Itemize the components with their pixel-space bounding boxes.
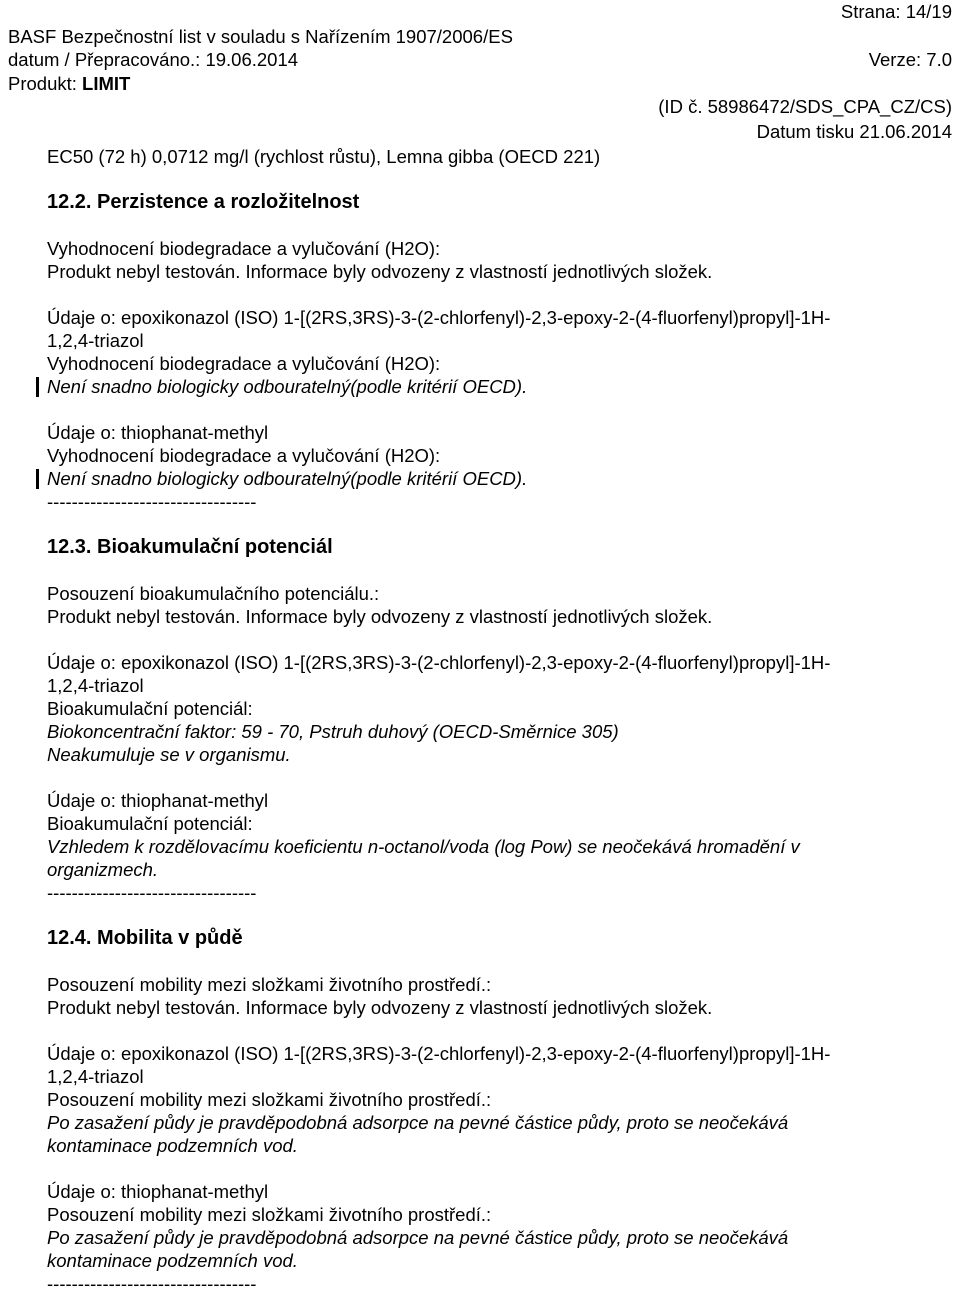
component-label: Posouzení mobility mezi složkami životního prostředí.:	[47, 1204, 492, 1225]
component-value: kontaminace podzemních vod.	[47, 1135, 298, 1156]
component-title: Údaje o: epoxikonazol (ISO) 1-[(2RS,3RS)-3-(2-chlorfenyl)-2,3-epoxy-2-(4-fluorfenyl)propyl]-1H-	[47, 652, 831, 673]
component-label: Posouzení mobility mezi složkami životního prostředí.:	[47, 1089, 492, 1110]
component-label: Bioakumulační potenciál:	[47, 813, 253, 834]
component-label: Bioakumulační potenciál:	[47, 698, 253, 719]
document-title: BASF Bezpečnostní list v souladu s Nařízením 1907/2006/ES	[8, 26, 513, 47]
section-12-4-heading	[47, 927, 920, 950]
product-label: Produkt:	[8, 73, 83, 94]
section-title: Perzistence a rozložitelnost	[91, 191, 360, 213]
component-label: Vyhodnocení biodegradace a vylučování (H2O):	[47, 353, 441, 374]
component-title: Údaje o: thiophanat-methyl	[47, 1181, 269, 1202]
component-value: Biokoncentrační faktor: 59 - 70, Pstruh duhový (OECD-Směrnice 305)	[47, 721, 619, 742]
ec50-line: EC50 (72 h) 0,0712 mg/l (rychlost růstu), Lemna gibba (OECD 221)	[47, 146, 601, 167]
component-value: Vzhledem k rozdělovacímu koeficientu n-octanol/voda (log Pow) se neočekává hromadění v	[47, 836, 800, 857]
assess-value: Produkt nebyl testován. Informace byly odvozeny z vlastností jednotlivých složek.	[47, 261, 713, 282]
component-value: Po zasažení půdy je pravděpodobná adsorpce na pevné částice půdy, proto se neočekává	[47, 1227, 789, 1248]
component-title: Údaje o: epoxikonazol (ISO) 1-[(2RS,3RS)-3-(2-chlorfenyl)-2,3-epoxy-2-(4-fluorfenyl)propyl]-1H-	[47, 307, 831, 328]
component-value: organizmech.	[47, 859, 159, 880]
version: Verze: 7.0	[868, 49, 952, 70]
page-number: Strana: 14/19	[840, 1, 952, 22]
section-number: 12.4.	[47, 927, 92, 949]
section-12-2-heading	[47, 191, 920, 214]
assess-label: Vyhodnocení biodegradace a vylučování (H2O):	[47, 238, 441, 259]
print-date: Datum tisku 21.06.2014	[756, 121, 952, 142]
document-body	[47, 145, 920, 1295]
component-value: Neakumuluje se v organismu.	[47, 744, 291, 765]
component-value: Není snadno biologicky odbouratelný(podle kritérií OECD).	[47, 467, 920, 490]
section-12-3-heading	[47, 536, 920, 559]
assess-label: Posouzení mobility mezi složkami životního prostředí.:	[47, 974, 492, 995]
component-value: Po zasažení půdy je pravděpodobná adsorpce na pevné částice půdy, proto se neočekává	[47, 1112, 789, 1133]
assess-label: Posouzení bioakumulačního potenciálu.:	[47, 583, 380, 604]
product-name: LIMIT	[82, 73, 131, 94]
component-title: Údaje o: epoxikonazol (ISO) 1-[(2RS,3RS)-3-(2-chlorfenyl)-2,3-epoxy-2-(4-fluorfenyl)propyl]-1H-	[47, 1043, 831, 1064]
section-number: 12.3.	[47, 536, 92, 558]
component-value: kontaminace podzemních vod.	[47, 1250, 298, 1271]
component-title-cont: 1,2,4-triazol	[47, 1066, 144, 1087]
product-line	[8, 72, 130, 95]
separator: ----------------------------------	[47, 491, 257, 512]
separator: ----------------------------------	[47, 882, 257, 903]
section-title: Bioakumulační potenciál	[91, 536, 333, 558]
section-number: 12.2.	[47, 191, 92, 213]
document-id: (ID č. 58986472/SDS_CPA_CZ/CS)	[658, 96, 952, 117]
component-title-cont: 1,2,4-triazol	[47, 675, 144, 696]
assess-value: Produkt nebyl testován. Informace byly odvozeny z vlastností jednotlivých složek.	[47, 997, 713, 1018]
component-value: Není snadno biologicky odbouratelný(podle kritérií OECD).	[47, 375, 920, 398]
component-label: Vyhodnocení biodegradace a vylučování (H2O):	[47, 445, 441, 466]
component-title-cont: 1,2,4-triazol	[47, 330, 144, 351]
assess-value: Produkt nebyl testován. Informace byly odvozeny z vlastností jednotlivých složek.	[47, 606, 713, 627]
component-title: Údaje o: thiophanat-methyl	[47, 790, 269, 811]
separator: ----------------------------------	[47, 1273, 257, 1294]
component-title: Údaje o: thiophanat-methyl	[47, 422, 269, 443]
revision-date: datum / Přepracováno.: 19.06.2014	[8, 49, 299, 70]
section-title: Mobilita v půdě	[91, 927, 243, 949]
